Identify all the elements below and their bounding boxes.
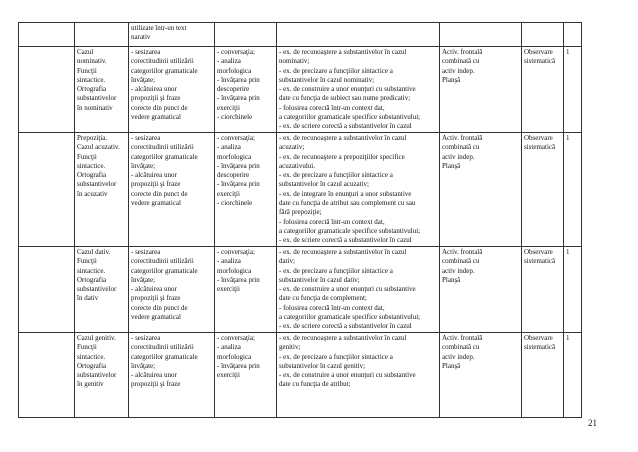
cell-line: sistematică [524,57,556,66]
activities-cell [277,247,440,333]
cell-line: a categoriilor gramaticale specifice substantivului; [279,313,421,322]
cell-line: - alcătuirea unor [131,171,177,180]
cell-line: - învăţarea prin [217,161,260,170]
cell-line: - analiza [217,343,241,352]
cell-line: în genitiv [77,380,104,389]
cell-line: - alcătuirea unor [131,371,177,380]
methods-cell [215,133,277,247]
cell-line: exerciţii [217,371,240,380]
objectives-cell [129,133,215,247]
cell-line: vedere gramatical [131,313,181,322]
cell-line: Observare [524,134,553,142]
cell-line: învăţate; [131,161,156,170]
cell-line: date cu funcţia de atribut; [279,380,351,389]
cell-line: genitiv; [279,343,301,352]
cell-line: fără prepoziţie; [279,208,322,217]
cell-line: - ex. de construire a unor enunţuri cu substantive [279,85,416,94]
cell-line: Planşă [442,275,461,284]
cell-line: Funcţii [77,152,97,161]
cell-line: - analiza [217,57,241,66]
cell-line: Cazul genitiv. [77,334,116,342]
cell-line: - învăţarea prin [217,180,260,189]
evaluation-cell [522,47,564,133]
cell-line: învăţate; [131,275,156,284]
cell-line: exerciţii [217,285,240,294]
topic-cell [75,247,129,333]
blank-col [19,333,75,418]
cell-line: sistematică [524,143,556,152]
evaluation-cell [522,133,564,247]
cell-line: Observare [524,334,553,342]
cell-line: propoziţii şi fraze [131,94,181,103]
lesson-plan-table [18,22,582,418]
cell-line: dativ; [279,257,295,266]
blank-col [19,47,75,133]
cell-line: - învăţarea prin [217,275,260,284]
cell-line: propoziţii şi fraze [131,380,181,389]
cell-line: narativ [131,33,151,42]
cell-line: corecte din punct de [131,103,188,112]
cell-line: învăţate; [131,361,156,370]
hours-cell [564,247,582,333]
activities-cell [277,333,440,418]
cell-line: - ex. de recunoaştere a substantivelor în cazul [279,334,407,342]
evaluation-cell [522,23,564,47]
cell-line: - ex. de scriere corectă a substantivelor în cazul [279,122,412,131]
cell-line: combinată cu [442,257,480,266]
cell-line: substantivelor în cazul acuzativ; [279,180,369,189]
cell-line: - ex. de precizare a funcţiilor sintactice a [279,171,393,180]
cell-line: morfologica [217,266,252,275]
cell-line: - sesizarea [131,248,161,256]
cell-line: - conversaţia; [217,48,255,56]
cell-line: 1 [566,248,570,256]
cell-line: Observare [524,48,553,56]
cell-line: activ indep. [442,152,475,161]
cell-line: 1 [566,48,570,56]
cell-line: - sesizarea [131,48,161,56]
objectives-cell [129,47,215,133]
organization-cell [440,23,522,47]
cell-line: categoriilor gramaticale [131,266,198,275]
hours-cell [564,133,582,247]
cell-line: Ortografia [77,275,107,284]
cell-line: - sesizarea [131,334,161,342]
objectives-cell [129,247,215,333]
organization-cell [440,47,522,133]
evaluation-cell [522,333,564,418]
cell-line: învăţate; [131,75,156,84]
topic-cell [75,333,129,418]
cell-line: - ex. de recunoaştere a substantivelor în cazul [279,134,407,142]
cell-line: Observare [524,248,553,256]
cell-line: - ex. de recunoaştere a substantivelor în cazul [279,248,407,256]
objectives-cell [129,23,215,47]
cell-line: a categoriilor gramaticale specifice substantivului; [279,226,421,235]
cell-line: morfologica [217,152,252,161]
cell-line: combinată cu [442,57,480,66]
cell-line: - conversaţia; [217,334,255,342]
cell-line: combinată cu [442,343,480,352]
cell-line: exerciţii [217,189,240,198]
cell-line: acuzativ; [279,143,305,152]
cell-line: categoriilor gramaticale [131,152,198,161]
cell-line: - alcătuirea unor [131,285,177,294]
lesson-plan-body [19,23,582,418]
cell-line: - ex. de precizare a funcţiilor sintactice a [279,266,393,275]
cell-line: corectitudinii utilizării [131,57,194,66]
cell-line: a categoriilor gramaticale specifice substantivului; [279,113,421,122]
cell-line: corectitudinii utilizării [131,143,194,152]
cell-line: substantivelor [77,180,117,189]
cell-line: morfologica [217,352,252,361]
cell-line: în nominativ [77,103,113,112]
table-row [19,133,582,247]
cell-line: corecte din punct de [131,303,188,312]
cell-line: - ex. de scriere corectă a substantivelor în cazul [279,236,412,245]
organization-cell [440,247,522,333]
cell-line: descoperire [217,171,250,180]
cell-line: Ortografia [77,171,107,180]
cell-line: - ex. de scriere corectă a substantivelor în cazul [279,322,412,331]
cell-line: propoziţii şi fraze [131,294,181,303]
topic-cell [75,23,129,47]
cell-line: Planşă [442,361,461,370]
cell-line: Cazul [77,48,94,56]
cell-line: sintactice. [77,266,106,275]
cell-line: vedere gramatical [131,199,181,208]
cell-line: - învăţarea prin [217,361,260,370]
organization-cell [440,133,522,247]
cell-line: Activ. frontală [442,248,483,256]
cell-line: Funcţii [77,66,97,75]
methods-cell [215,23,277,47]
cell-line: Activ. frontală [442,134,483,142]
cell-line: substantivelor [77,94,117,103]
cell-line: sintactice. [77,352,106,361]
cell-line: Cazul acuzativ. [77,143,120,152]
page-number: 21 [588,418,597,428]
cell-line: substantivelor [77,285,117,294]
cell-line: substantivelor în cazul nominativ; [279,75,375,84]
cell-line: vedere gramatical [131,113,181,122]
cell-line: substantivelor [77,371,117,380]
cell-line: - ex. de recunoaştere a substantivelor în cazul [279,48,407,56]
cell-line: sintactice. [77,161,106,170]
cell-line: - ex. de precizare a funcţiilor sintactice a [279,66,393,75]
cell-line: Funcţii [77,257,97,266]
organization-cell [440,333,522,418]
cell-line: în dativ [77,294,99,303]
objectives-cell [129,333,215,418]
cell-line: date cu funcţia de atribut sau complement cu sau [279,199,416,208]
document-page [18,22,582,418]
cell-line: sistematică [524,343,556,352]
cell-line: - folosirea corectă într-un context dat, [279,103,385,112]
cell-line: substantivelor în cazul genitiv; [279,361,366,370]
cell-line: Planşă [442,161,461,170]
blank-col [19,133,75,247]
topic-cell [75,133,129,247]
cell-line: corectitudinii utilizării [131,257,194,266]
cell-line: exerciţii [217,103,240,112]
cell-line: - ciorchinele [217,199,253,208]
cell-line: - alcătuirea unor [131,85,177,94]
cell-line: utilizate într-un text [131,24,187,32]
cell-line: activ indep. [442,352,475,361]
cell-line: - ciorchinele [217,113,253,122]
cell-line: date cu funcţia de subiect sau nume predicativ; [279,94,411,103]
hours-cell [564,47,582,133]
table-row [19,247,582,333]
cell-line: nominativ. [77,57,107,66]
cell-line: - analiza [217,257,241,266]
cell-line: Planşă [442,75,461,84]
methods-cell [215,47,277,133]
cell-line: Cazul dativ. [77,248,111,256]
cell-line: în acuzativ [77,189,108,198]
cell-line: sistematică [524,257,556,266]
cell-line: - folosirea corectă într-un context dat, [279,217,385,226]
cell-line: morfologica [217,66,252,75]
cell-line: - învăţarea prin [217,75,260,84]
methods-cell [215,247,277,333]
topic-cell [75,47,129,133]
cell-line: - ex. de precizare a funcţiilor sintactice a [279,352,393,361]
cell-line: - ex. de integrare în enunţuri a unor substantive [279,189,412,198]
cell-line: nominativ; [279,57,310,66]
cell-line: Ortografia [77,361,107,370]
cell-line: combinată cu [442,143,480,152]
cell-line: propoziţii şi fraze [131,180,181,189]
cell-line: - conversaţia; [217,134,255,142]
activities-cell [277,133,440,247]
cell-line: 1 [566,334,570,342]
cell-line: categoriilor gramaticale [131,352,198,361]
evaluation-cell [522,247,564,333]
methods-cell [215,333,277,418]
cell-line: categoriilor gramaticale [131,66,198,75]
blank-col [19,247,75,333]
table-row [19,23,582,47]
cell-line: - ex. de construire a unor enunţuri cu substantive [279,285,416,294]
cell-line: Prepoziţia. [77,134,108,142]
cell-line: sintactice. [77,75,106,84]
cell-line: - învăţarea prin [217,94,260,103]
cell-line: corecte din punct de [131,189,188,198]
cell-line: Activ. frontală [442,48,483,56]
cell-line: 1 [566,134,570,142]
cell-line: activ indep. [442,66,475,75]
cell-line: corectitudinii utilizării [131,343,194,352]
hours-cell [564,333,582,418]
cell-line: - ex. de recunoaştere a prepoziţiilor specifice [279,152,405,161]
cell-line: Funcţii [77,343,97,352]
table-row [19,333,582,418]
blank-col [19,23,75,47]
cell-line: acuzativului. [279,161,315,170]
cell-line: date cu funcţia de complement; [279,294,367,303]
cell-line: activ indep. [442,266,475,275]
hours-cell [564,23,582,47]
cell-line: - conversaţia; [217,248,255,256]
table-row [19,47,582,133]
cell-line: - sesizarea [131,134,161,142]
activities-cell [277,23,440,47]
cell-line: Activ. frontală [442,334,483,342]
cell-line: - ex. de construire a unor enunţuri cu substantive [279,371,416,380]
cell-line: - folosirea corectă într-un context dat, [279,303,385,312]
cell-line: substantivelor în cazul dativ; [279,275,360,284]
cell-line: descoperire [217,85,250,94]
activities-cell [277,47,440,133]
cell-line: - analiza [217,143,241,152]
cell-line: Ortografia [77,85,107,94]
